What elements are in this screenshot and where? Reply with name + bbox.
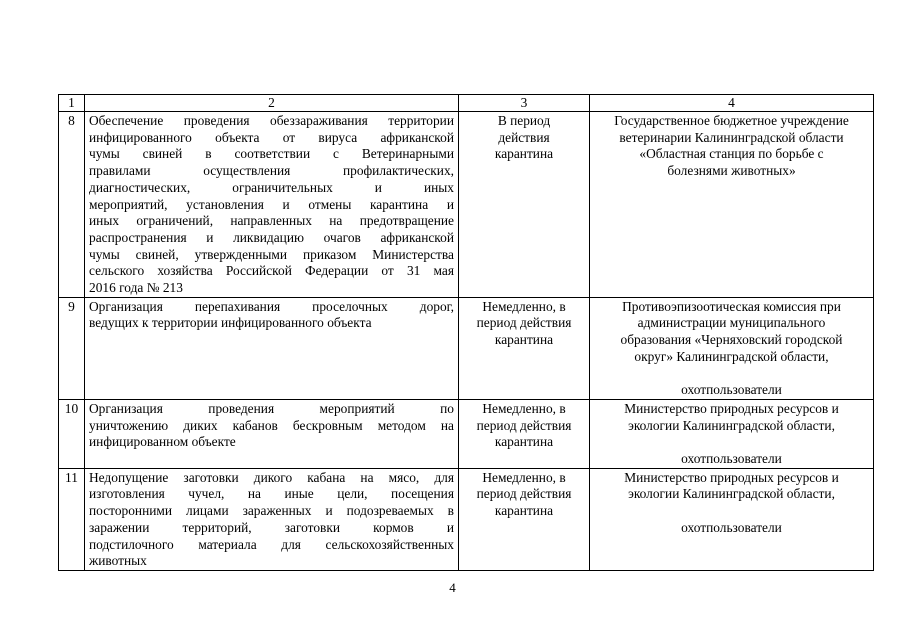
responsible-line: Министерство природных ресурсов и: [624, 469, 839, 485]
responsible-line: болезнями животных»: [667, 163, 796, 179]
term-line: период действия: [476, 315, 572, 331]
responsible-line: Противоэпизоотическая комиссия при: [622, 298, 841, 314]
measures-table: [58, 94, 874, 571]
responsible-line: охотпользователи: [681, 382, 782, 398]
description-line: посторонними лицами зараженных и подозреваемых в: [89, 503, 454, 519]
term-line: действия: [498, 129, 550, 145]
header-cell: 4: [590, 95, 874, 112]
description-line: инфицированном объекте: [89, 434, 236, 450]
responsible-line: «Областная станция по борьбе с: [639, 146, 824, 162]
measure-term: [459, 112, 590, 298]
description-line: инфицированного объекта от вируса африканской: [89, 129, 454, 145]
measure-term: [459, 399, 590, 468]
description-line: животных: [89, 553, 147, 569]
table-row: [59, 399, 874, 468]
responsible-line: Государственное бюджетное учреждение: [614, 113, 849, 128]
description-line: заражении территорий, заготовки кормов и: [89, 519, 454, 535]
row-number: 8: [59, 112, 85, 298]
header-cell: 3: [459, 95, 590, 112]
responsible-line: округ» Калининградской области,: [634, 348, 829, 364]
description-line: изготовления чучел, на иные цели, посещения: [89, 486, 454, 502]
term-line: карантина: [494, 332, 554, 348]
table-row: [59, 112, 874, 298]
table-header-row: [59, 95, 874, 112]
description-line: подстилочного материала для сельскохозяйственных: [89, 536, 454, 552]
responsible-party: [590, 399, 874, 468]
table-row: [59, 468, 874, 570]
responsible-line: охотпользователи: [681, 451, 782, 467]
term-line: карантина: [494, 503, 554, 519]
page-number: 4: [449, 580, 456, 595]
responsible-line: экологии Калининградской области,: [628, 486, 835, 502]
responsible-party: [590, 112, 874, 298]
measure-description: [85, 399, 459, 468]
measure-description: [85, 112, 459, 298]
measure-description: [85, 468, 459, 570]
responsible-party: [590, 297, 874, 399]
term-line: Немедленно, в: [482, 400, 566, 416]
description-line: чумы свиней в соответствии с Ветеринарными: [89, 146, 454, 162]
responsible-line: администрации муниципального: [637, 315, 826, 331]
responsible-line: Министерство природных ресурсов и: [624, 400, 839, 416]
description-line: 2016 года № 213: [89, 280, 183, 296]
responsible-line: образования «Черняховский городской: [620, 332, 843, 348]
term-line: В период: [497, 113, 551, 128]
table-row: [59, 297, 874, 399]
measure-term: [459, 468, 590, 570]
description-line: Организация проведения мероприятий по: [89, 400, 454, 416]
header-cell: 2: [85, 95, 459, 112]
row-number: 9: [59, 297, 85, 399]
responsible-line: охотпользователи: [681, 519, 782, 535]
responsible-line: ветеринарии Калининградской области: [619, 129, 844, 145]
measure-description: [85, 297, 459, 399]
description-line: ведущих к территории инфицированного объекта: [89, 315, 372, 331]
term-line: карантина: [494, 434, 554, 450]
description-line: мероприятий, установления и отмены карантина и: [89, 196, 454, 212]
term-line: Немедленно, в: [482, 469, 566, 485]
description-line: Недопущение заготовки дикого кабана на мясо, для: [89, 469, 454, 485]
description-line: распространения и ликвидацию очагов африканской: [89, 229, 454, 245]
description-line: уничтожению диких кабанов бескровным методом на: [89, 417, 454, 433]
description-line: чумы свиней, утвержденными приказом Министерства: [89, 246, 454, 262]
measure-term: [459, 297, 590, 399]
description-line: Обеспечение проведения обеззараживания территории: [89, 113, 454, 128]
description-line: диагностических, ограничительных и иных: [89, 179, 454, 195]
term-line: Немедленно, в: [482, 298, 566, 314]
responsible-party: [590, 468, 874, 570]
description-line: иных ограничений, направленных на предотвращение: [89, 213, 454, 229]
row-number: 11: [59, 468, 85, 570]
line-gap: [594, 503, 869, 520]
responsible-line: экологии Калининградской области,: [628, 417, 835, 433]
description-line: сельского хозяйства Российской Федерации от 31 мая: [89, 263, 454, 279]
line-gap: [594, 366, 869, 383]
row-number: 10: [59, 399, 85, 468]
description-line: правилами осуществления профилактических,: [89, 163, 454, 179]
line-gap: [594, 434, 869, 451]
term-line: карантина: [494, 146, 554, 162]
term-line: период действия: [476, 486, 572, 502]
description-line: Организация перепахивания проселочных дорог,: [89, 298, 454, 314]
term-line: период действия: [476, 417, 572, 433]
header-cell: 1: [59, 95, 85, 112]
